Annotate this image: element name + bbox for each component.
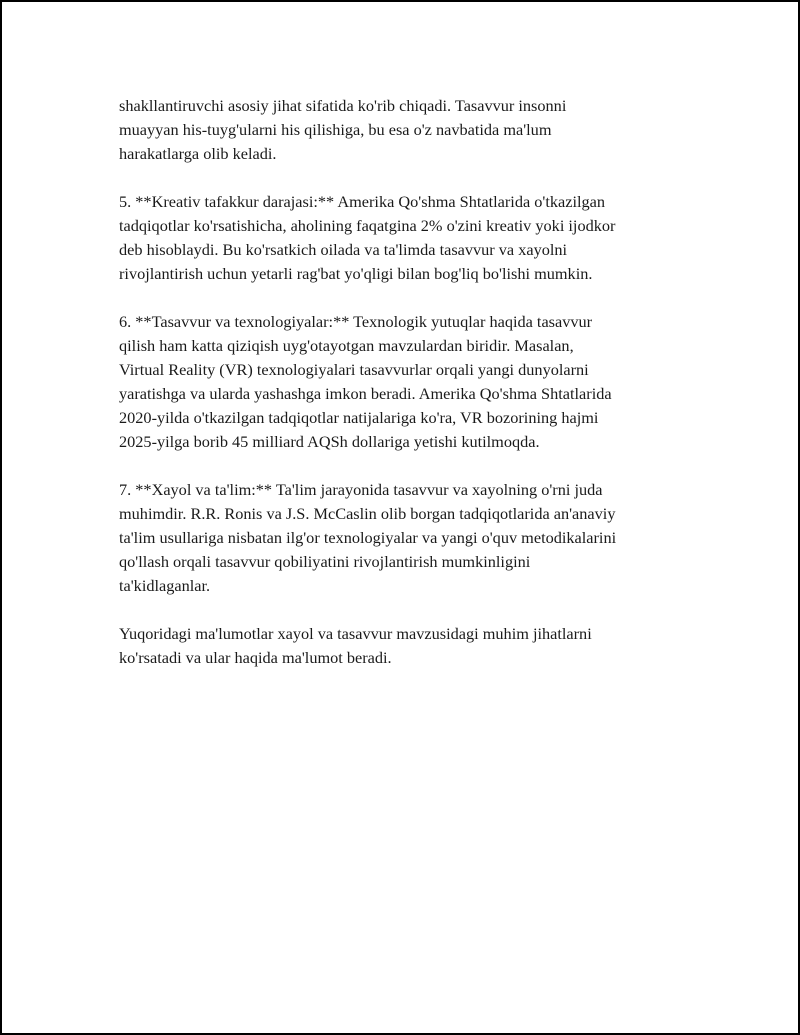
paragraph-item-5: 5. **Kreativ tafakkur darajasi:** Amerika Qo'shma Shtatlarida o'tkazilgan tadqiqotlar ko'rsatishicha, aholining faqatgina 2% o'zini kreativ yoki ijodkor deb hisoblaydi. Bu ko'rsatkich oilada va ta'limda tasavvur va xayolni rivojlantirish uchun yetarli rag'bat yo'qligi bilan bog'liq bo'lishi mumkin. [119, 192, 616, 283]
paragraph-item-7: 7. **Xayol va ta'lim:** Ta'lim jarayonida tasavvur va xayolning o'rni juda muhimdir. R.R. Ronis va J.S. McCaslin olib borgan tadqiqotlarida an'anaviy ta'lim usullariga nisbatan ilg'or texnologiyalar va yangi o'quv metodikalarini qo'llash orqali tasavvur qobiliyatini rivojlantirish mumkinligini ta'kidlaganlar. [119, 480, 617, 595]
paragraph-conclusion: Yuqoridagi ma'lumotlar xayol va tasavvur mavzusidagi muhim jihatlarni ko'rsatadi va ular haqida ma'lumot beradi. [119, 624, 592, 667]
document-body [119, 94, 699, 694]
paragraph-continuation: shakllantiruvchi asosiy jihat sifatida ko'rib chiqadi. Tasavvur insonni muayyan his-tuyg'ularni his qilishiga, bu esa o'z navbatida ma'lum harakatlarga olib keladi. [119, 96, 567, 163]
paragraph-item-6: 6. **Tasavvur va texnologiyalar:** Texnologik yutuqlar haqida tasavvur qilish ham katta qiziqish uyg'otayotgan mavzulardan biridir. Masalan, Virtual Reality (VR) texnologiyalari tasavvurlar orqali yangi dunyolarni yaratishga va ularda yashashga imkon beradi. Amerika Qo'shma Shtatlarida 2020-yilda o'tkazilgan tadqiqotlar natijalariga ko'ra, VR bozorining hajmi 2025-yilga borib 45 milliard AQSh dollariga yetishi kutilmoqda. [119, 312, 612, 451]
